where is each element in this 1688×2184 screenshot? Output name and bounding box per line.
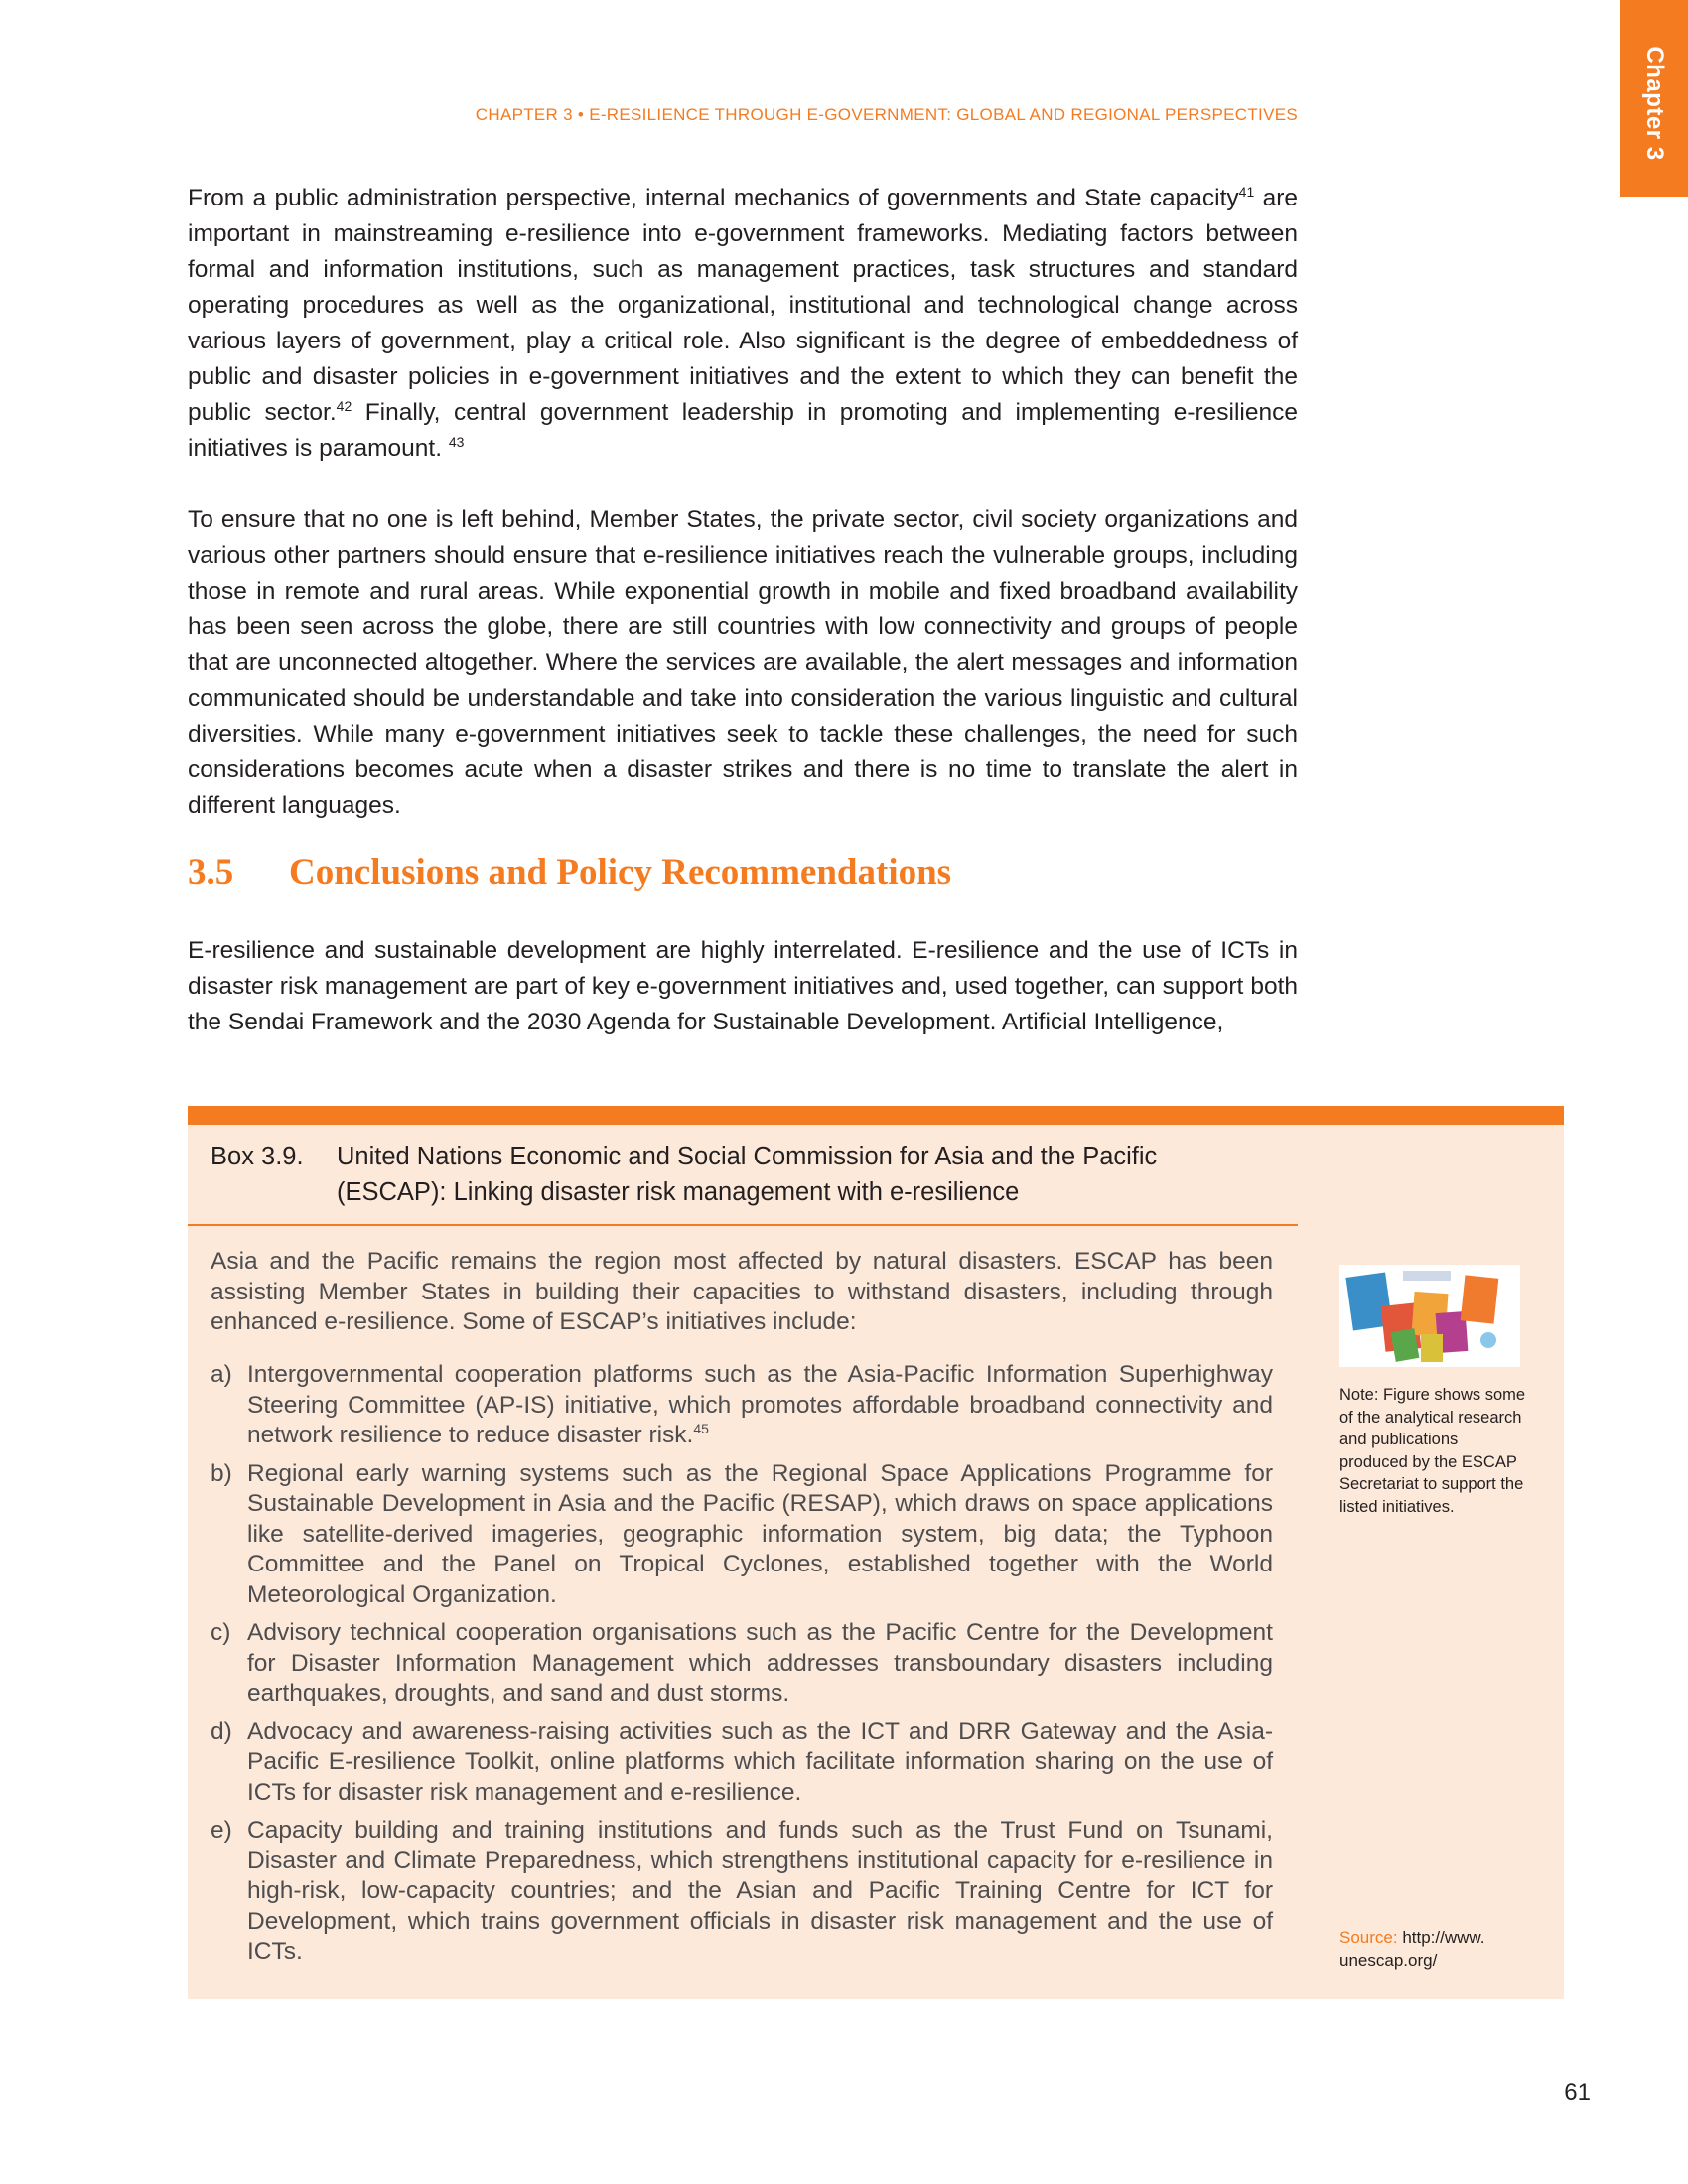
footnote-ref-45[interactable]: 45: [693, 1420, 709, 1436]
footnote-ref-43[interactable]: 43: [448, 433, 465, 450]
paragraph-text: Finally, central government leadership in promoting and implementing e-resilience initiatives is paramount.: [188, 399, 1298, 462]
paragraph-e-resilience: E-resilience and sustainable development are highly interrelated. E-resilience and the use of ICTs in disaster risk management are part of key e-government initiatives and, used together, can support both the Sendai Framework and the 2030 Agenda for Sustainable Development. Artificial Intelligence,: [188, 937, 1298, 1035]
list-marker: c): [211, 1619, 231, 1646]
list-marker: a): [211, 1361, 232, 1388]
list-item-text: Advocacy and awareness-raising activities such as the ICT and DRR Gateway and the Asia-Pacific E-resilience Toolkit, online platforms which facilitate information sharing on the use of ICTs for disaster risk management and e-resilience.: [247, 1717, 1273, 1806]
box-intro: Asia and the Pacific remains the region most affected by natural disasters. ESCAP has been assisting Member States in building their capacities to withstand disasters, including through enhanced e-resilience. Some of ESCAP’s initiatives include:: [211, 1248, 1273, 1335]
box-initiatives-list: [211, 1360, 1273, 1976]
list-marker: e): [211, 1817, 232, 1843]
source-label: Source:: [1339, 1928, 1398, 1947]
chapter-tab-label: Chapter 3: [1641, 46, 1668, 161]
list-marker: d): [211, 1717, 232, 1745]
page-number: 61: [1564, 2079, 1591, 2106]
publications-collage-image: [1339, 1265, 1520, 1367]
box-title: [337, 1139, 1330, 1210]
paragraph-public-administration: [188, 181, 1298, 467]
box-divider: [188, 1224, 1298, 1226]
paragraph-text: are important in mainstreaming e-resilience into e-government frameworks. Mediating factors between formal and information institutions, such as management practices, task structures and standard operating procedures as well as the organizational, institutional and technological change across various layers of government, play a critical role. Also significant is the degree of embeddedness of public and disaster policies in e-government initiatives and the extent to which they can benefit the public sector.: [188, 185, 1299, 426]
box-title-line: (ESCAP): Linking disaster risk management with e-resilience: [337, 1178, 1020, 1206]
section-title: Conclusions and Policy Recommendations: [289, 852, 952, 892]
list-item-text: Intergovernmental cooperation platforms such as the Asia-Pacific Information Superhighway Steering Committee (AP-IS) initiative, which promotes affordable broadband connectivity and network resilience to reduce disaster risk.: [247, 1361, 1273, 1448]
footnote-ref-41[interactable]: 41: [1238, 183, 1255, 200]
box-top-bar: [188, 1106, 1564, 1125]
section-number: 3.5: [188, 852, 234, 892]
list-item-text: Capacity building and training institutions and funds such as the Trust Fund on Tsunami, Disaster and Climate Preparedness, which strengthens institutional capacity for e-resilience in high-risk, low-capacity countries; and the Asian and Pacific Training Centre for ICT for Development, which trains government officials in disaster risk management and the use of ICTs.: [247, 1817, 1273, 1965]
list-marker: b): [211, 1459, 232, 1487]
box-3-9: [188, 1106, 1564, 1999]
source-url-link[interactable]: http://www. unescap.org/: [1339, 1928, 1485, 1970]
box-title-line: United Nations Economic and Social Commission for Asia and the Pacific: [337, 1143, 1158, 1170]
list-item-text: Advisory technical cooperation organisations such as the Pacific Centre for the Development for Disaster Information Management which addresses transboundary disasters including earthquakes, droughts, and sand and dust storms.: [247, 1619, 1273, 1706]
list-item: [211, 1717, 1273, 1809]
list-item: [211, 1459, 1273, 1611]
paragraph-no-one-left-behind: To ensure that no one is left behind, Member States, the private sector, civil society organizations and various other partners should ensure that e-resilience initiatives reach the vulnerable groups, including those in remote and rural areas. While exponential growth in mobile and fixed broadband availability has been seen across the globe, there are still countries with low connectivity and groups of people that are unconnected altogether. Where the services are available, the alert messages and information communicated should be understandable and take into consideration the various linguistic and cultural diversities. While many e-government initiatives seek to tackle these challenges, the need for such considerations becomes acute when a disaster strikes and there is no time to translate the alert in different languages.: [188, 506, 1298, 819]
list-item: [211, 1618, 1273, 1709]
paragraph-text: From a public administration perspective, internal mechanics of governments and State capacity: [188, 185, 1239, 211]
list-item-text: Regional early warning systems such as the Regional Space Applications Programme for Sustainable Development in Asia and the Pacific (RESAP), which draws on space applications like satellite-derived imageries, geographic information system, big data; the Typhoon Committee and the Panel on Tropical Cyclones, established together with the World Meteorological Organization.: [247, 1459, 1273, 1608]
list-item: [211, 1816, 1273, 1968]
source-note: [1339, 1926, 1528, 1972]
section-heading: [188, 850, 951, 895]
footnote-ref-42[interactable]: 42: [336, 397, 352, 414]
running-head: CHAPTER 3 • E-RESILIENCE THROUGH E-GOVERNMENT: GLOBAL AND REGIONAL PERSPECTIVES: [475, 105, 1298, 124]
publications-thumbnail: [1339, 1265, 1520, 1367]
figure-note: Note: Figure shows some of the analytical research and publications produced by the ESCAP Secretariat to support the listed initiatives.: [1339, 1386, 1526, 1516]
box-label: Box 3.9.: [211, 1143, 304, 1170]
list-item: [211, 1360, 1273, 1451]
